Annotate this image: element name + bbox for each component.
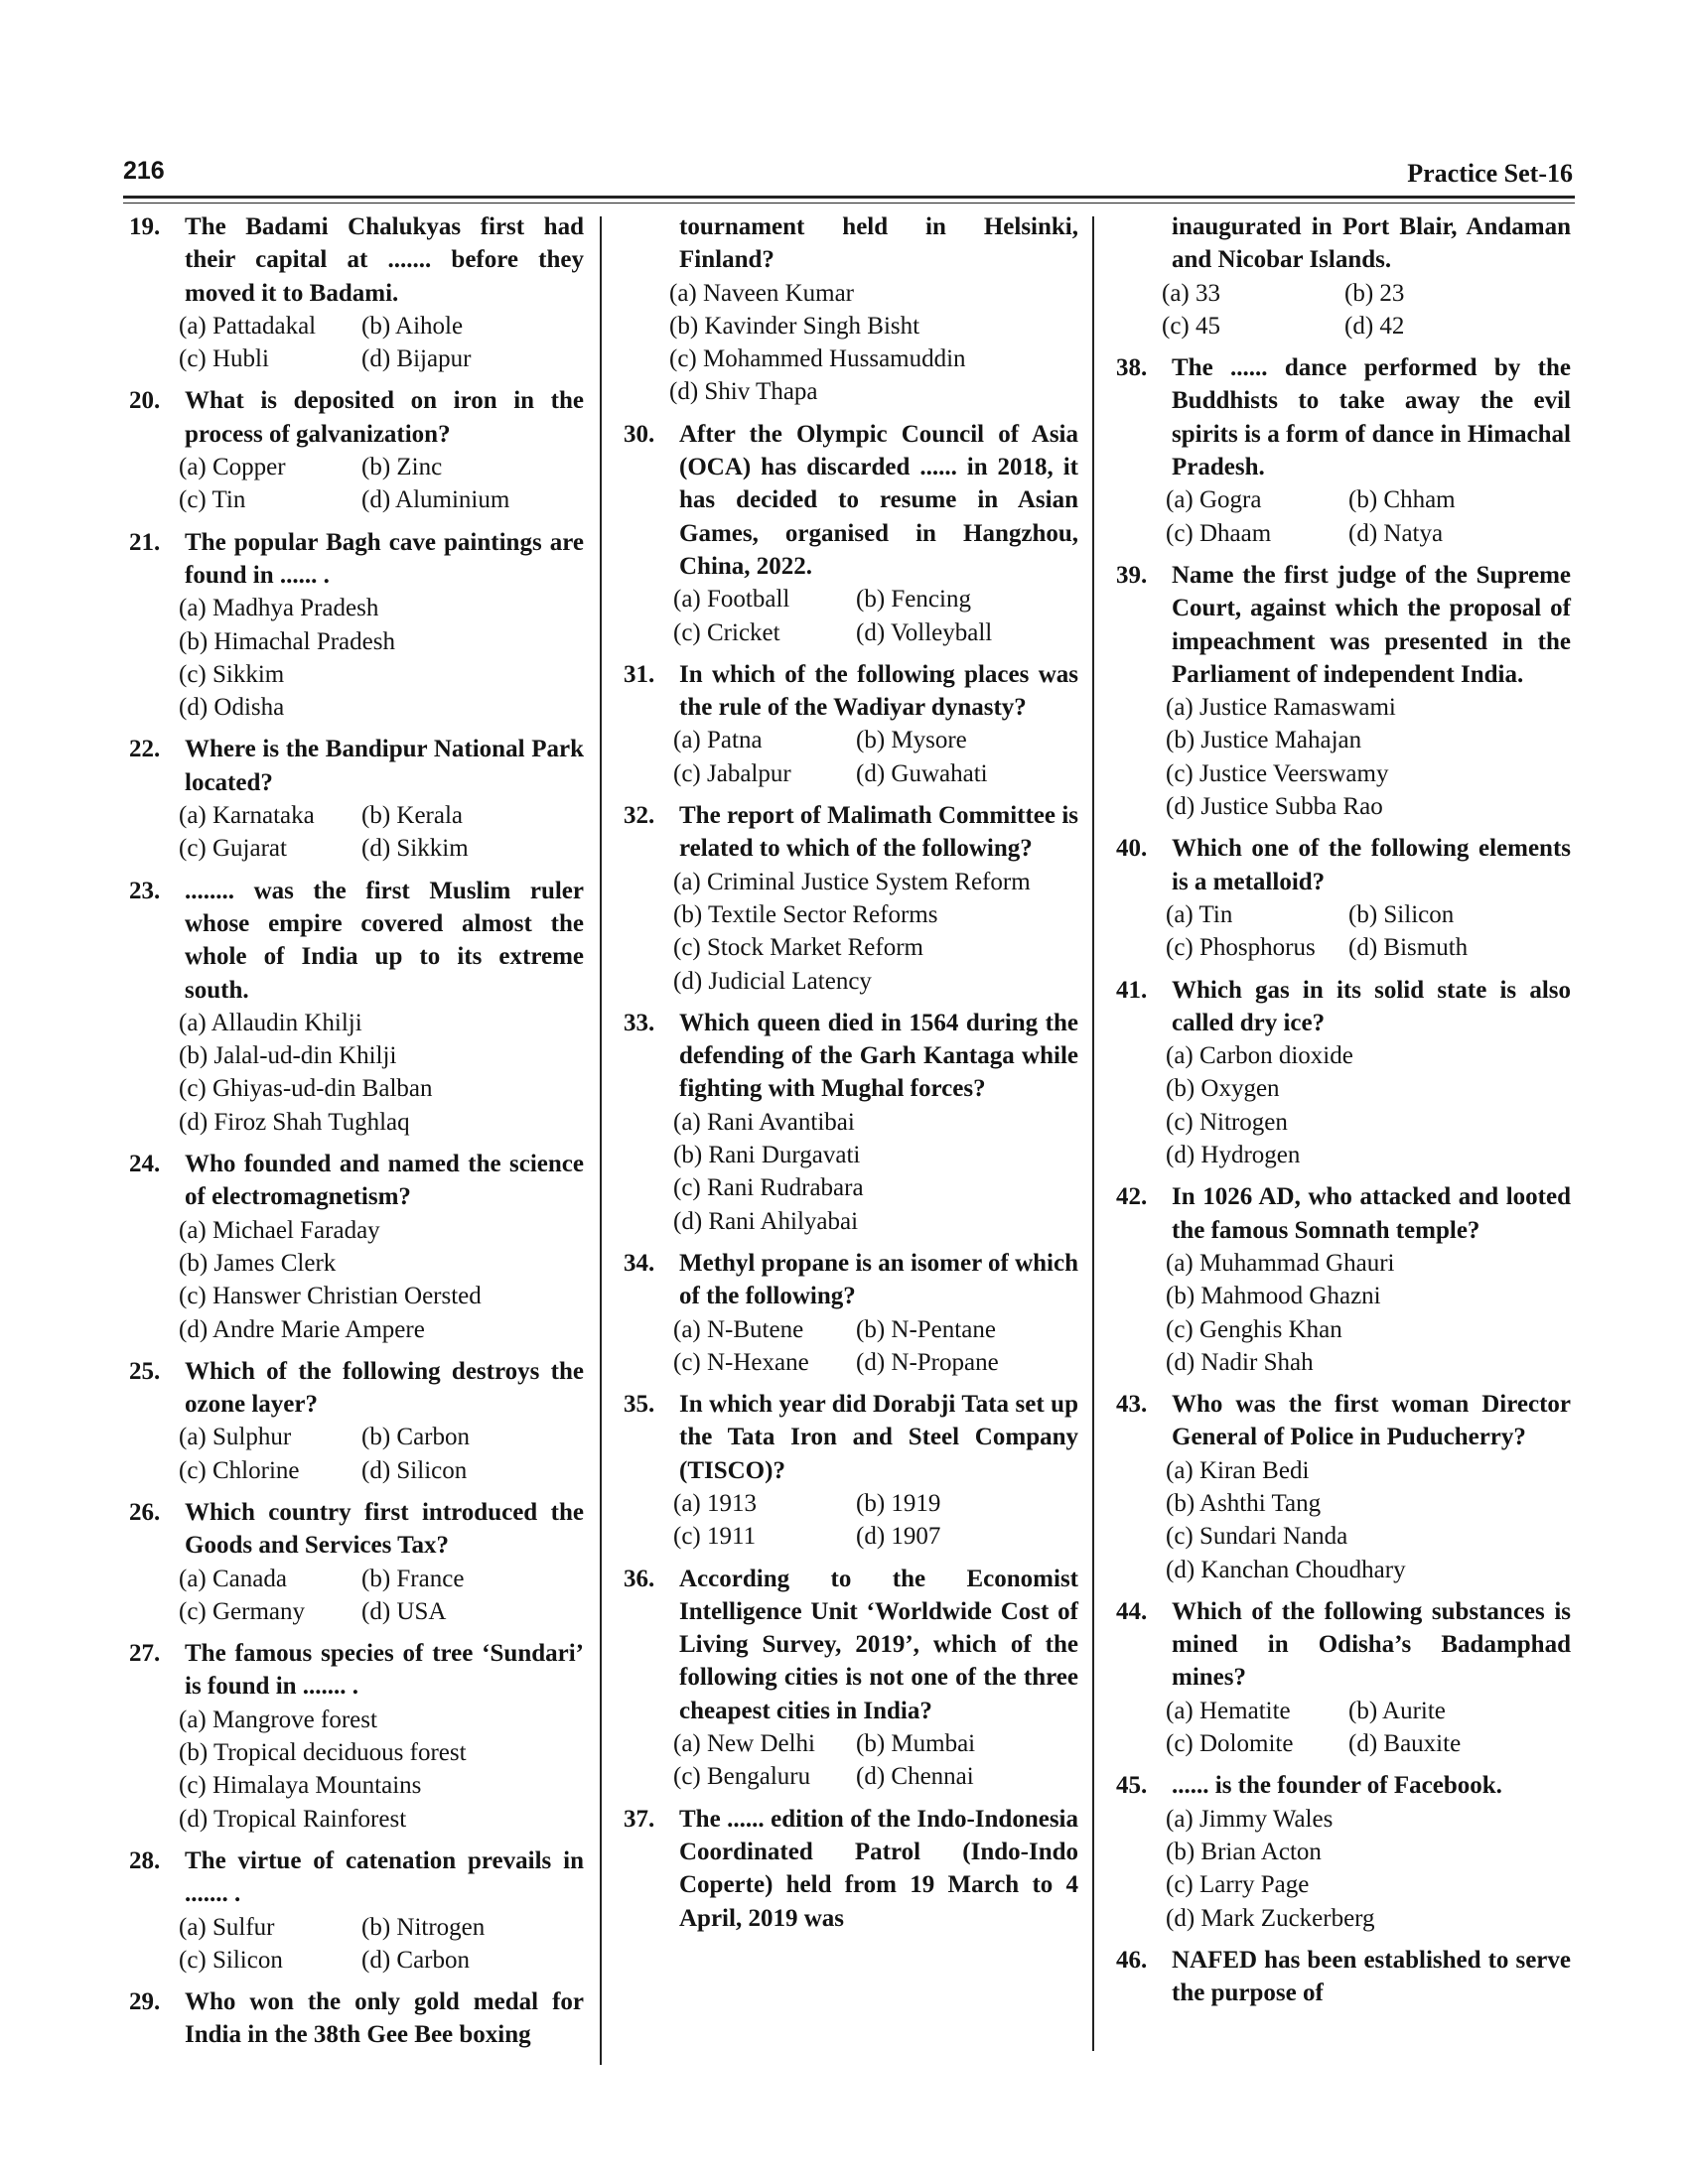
question-number: 39.	[1116, 561, 1148, 589]
question-item	[1116, 559, 1571, 823]
column-1	[129, 210, 584, 2061]
answer-option: (c) Hanswer Christian Oersted	[179, 1283, 482, 1310]
answer-option: (b) Mahmood Ghazni	[1166, 1283, 1381, 1310]
option-row	[179, 1944, 584, 1977]
answer-option: (b) Kavinder Singh Bisht	[669, 312, 920, 340]
question-number: 28.	[129, 1846, 161, 1874]
question-text: Which queen died in 1564 during the defending of the Garh Kantaga while fighting with Mughal forces?	[679, 1009, 1078, 1103]
answer-option: (d) Andre Marie Ampere	[179, 1315, 425, 1343]
question-stem	[1116, 832, 1571, 898]
answer-option: (b) Kerala	[361, 802, 464, 830]
question-continuation	[1116, 210, 1571, 342]
option-row	[1166, 898, 1571, 931]
question-text: The ...... dance performed by the Buddhists to take away the evil spirits is a form of dance in Himachal Pradesh.	[1172, 354, 1571, 481]
question-text: Which one of the following elements is a metalloid?	[1172, 835, 1571, 895]
answer-option: (c) Cricket	[673, 618, 780, 646]
question-stem	[1116, 1388, 1571, 1454]
question-number: 42.	[1116, 1183, 1148, 1211]
question-item	[624, 1007, 1078, 1238]
question-item	[624, 1388, 1078, 1553]
answer-option: (d) Nadir Shah	[1166, 1348, 1314, 1376]
question-text: The virtue of catenation prevails in ....... .	[185, 1846, 584, 1908]
options-block	[624, 1313, 1078, 1380]
answer-option: (b) Silicon	[1348, 900, 1455, 928]
options-block	[1116, 1039, 1571, 1171]
answer-option: (b) Mysore	[856, 727, 967, 754]
answer-option: (a) Gogra	[1166, 486, 1262, 514]
answer-option: (c) Germany	[179, 1597, 306, 1625]
question-number: 24.	[129, 1151, 161, 1178]
question-item	[1116, 351, 1571, 550]
question-text: In which year did Dorabji Tata set up the Tata Iron and Steel Company (TISCO)?	[679, 1391, 1078, 1484]
answer-option: (b) France	[361, 1565, 465, 1592]
running-title: Practice Set-16	[1407, 159, 1573, 188]
question-item	[1116, 832, 1571, 964]
question-stem	[129, 1985, 584, 2052]
options-block	[129, 1007, 584, 1139]
question-text: The Badami Chalukyas first had their capital at ....... before they moved it to Badami.	[185, 213, 584, 307]
answer-option: (d) N-Propane	[856, 1348, 999, 1376]
answer-option: (a) 33	[1162, 279, 1220, 307]
option-row	[673, 1760, 1078, 1793]
answer-option: (c) Genghis Khan	[1166, 1315, 1342, 1343]
answer-option: (b) Carbon	[361, 1424, 470, 1451]
question-item	[129, 1844, 584, 1977]
answer-option: (d) 42	[1344, 312, 1405, 340]
option-row	[673, 1346, 1078, 1379]
answer-option: (b) 1919	[856, 1489, 941, 1517]
answer-option: (a) Muhammad Ghauri	[1166, 1249, 1395, 1277]
option-row	[1166, 1727, 1571, 1760]
question-text: Which of the following substances is mined in Odisha’s Badamphad mines?	[1172, 1597, 1571, 1692]
question-stem	[1116, 1180, 1571, 1247]
answer-option: (d) Natya	[1348, 519, 1444, 547]
option-row	[1162, 277, 1571, 310]
option-row	[673, 1313, 1078, 1346]
answer-option: (b) Mumbai	[856, 1730, 976, 1758]
answer-option: (a) Sulfur	[179, 1913, 275, 1941]
answer-option: (a) Tin	[1166, 900, 1233, 928]
answer-option: (c) Himalaya Mountains	[179, 1772, 422, 1800]
question-number: 19.	[129, 213, 161, 240]
answer-option: (d) Firoz Shah Tughlaq	[179, 1108, 410, 1136]
answer-option: (b) Fencing	[856, 586, 971, 614]
answer-option: (a) Canada	[179, 1565, 287, 1592]
question-number: 20.	[129, 387, 161, 415]
option-row	[179, 451, 584, 483]
option-row	[673, 583, 1078, 615]
question-text: inaugurated in Port Blair, Andaman and Nicobar Islands.	[1172, 213, 1571, 274]
option-row	[1162, 310, 1571, 342]
question-number: 30.	[624, 420, 655, 448]
question-stem	[624, 658, 1078, 725]
question-item	[129, 526, 584, 725]
options-block	[129, 592, 584, 724]
question-stem	[129, 1496, 584, 1563]
answer-option: (b) Chham	[1348, 486, 1456, 514]
question-number: 44.	[1116, 1597, 1148, 1625]
answer-option: (b) Aihole	[361, 312, 464, 340]
question-text: In 1026 AD, who attacked and looted the famous Somnath temple?	[1172, 1183, 1571, 1244]
question-text: Methyl propane is an isomer of which of the following?	[679, 1249, 1078, 1310]
question-text: According to the Economist Intelligence Unit ‘Worldwide Cost of Living Survey, 2019’, which of the following cities is not one of the three cheapest cities in India?	[679, 1565, 1078, 1724]
options-block	[624, 1727, 1078, 1794]
column-divider	[1092, 216, 1094, 2051]
option-row	[1166, 931, 1571, 964]
question-number: 43.	[1116, 1391, 1148, 1419]
question-item	[129, 1985, 584, 2052]
question-number: 45.	[1116, 1772, 1148, 1800]
option-row	[673, 1487, 1078, 1520]
options-block	[129, 799, 584, 866]
options-block	[624, 1487, 1078, 1554]
question-stem	[129, 1637, 584, 1704]
answer-option: (d) Tropical Rainforest	[179, 1805, 407, 1833]
question-text: Who won the only gold medal for India in the 38th Gee Bee boxing	[185, 1988, 584, 2049]
question-text: After the Olympic Council of Asia (OCA) has discarded ...... in 2018, it has decided to resume in Asian Games, organised in Hangzhou, China, 2022.	[679, 420, 1078, 580]
question-text: What is deposited on iron in the process of galvanization?	[185, 387, 584, 448]
answer-option: (a) Jimmy Wales	[1166, 1805, 1334, 1833]
answer-option: (d) Guwahati	[856, 759, 988, 787]
answer-option: (c) Hubli	[179, 345, 269, 373]
question-text: The famous species of tree ‘Sundari’ is found in ....... .	[185, 1640, 584, 1701]
answer-option: (b) Jalal-ud-din Khilji	[179, 1042, 397, 1070]
answer-option: (c) Sundari Nanda	[1166, 1523, 1348, 1551]
answer-option: (c) Phosphorus	[1166, 934, 1316, 962]
question-item	[129, 384, 584, 516]
answer-option: (d) Mark Zuckerberg	[1166, 1904, 1375, 1932]
answer-option: (a) Patna	[673, 727, 763, 754]
answer-option: (d) Sikkim	[361, 835, 469, 863]
answer-option: (c) Rani Rudrabara	[673, 1174, 864, 1202]
question-text: In which of the following places was the rule of the Wadiyar dynasty?	[679, 660, 1078, 722]
question-stem	[1116, 1944, 1571, 2010]
answer-option: (b) James Clerk	[179, 1249, 337, 1277]
answer-option: (c) Larry Page	[1166, 1871, 1310, 1899]
answer-option: (c) Sikkim	[179, 660, 285, 688]
question-item	[129, 210, 584, 375]
options-block	[624, 583, 1078, 649]
question-item	[129, 1148, 584, 1346]
question-stem	[129, 875, 584, 1007]
question-number: 25.	[129, 1357, 161, 1385]
answer-option: (b) N-Pentane	[856, 1315, 996, 1343]
question-number: 29.	[129, 1988, 161, 2016]
question-stem	[624, 1803, 1078, 1935]
question-number: 32.	[624, 802, 655, 830]
answer-option: (c) Silicon	[179, 1946, 283, 1974]
question-stem	[624, 799, 1078, 866]
answer-option: (a) Hematite	[1166, 1697, 1291, 1724]
options-block	[1116, 1247, 1571, 1379]
answer-option: (d) Rani Ahilyabai	[673, 1207, 859, 1235]
answer-option: (b) Brian Acton	[1166, 1838, 1322, 1865]
answer-option: (d) Bauxite	[1348, 1730, 1462, 1758]
question-stem	[129, 1355, 584, 1422]
answer-option: (d) Justice Subba Rao	[1166, 793, 1383, 821]
question-item	[624, 418, 1078, 649]
answer-option: (c) Justice Veerswamy	[1166, 759, 1389, 787]
answer-option: (b) Textile Sector Reforms	[673, 900, 938, 928]
question-number: 41.	[1116, 976, 1148, 1004]
answer-option: (d) Silicon	[361, 1456, 468, 1484]
question-number: 33.	[624, 1009, 655, 1036]
answer-option: (d) Volleyball	[856, 618, 993, 646]
option-row	[179, 1454, 584, 1487]
option-row	[673, 724, 1078, 756]
answer-option: (c) Ghiyas-ud-din Balban	[179, 1075, 433, 1103]
options-block	[1116, 1695, 1571, 1761]
question-text: ...... is the founder of Facebook.	[1172, 1772, 1502, 1800]
option-row	[179, 483, 584, 516]
answer-option: (a) Kiran Bedi	[1166, 1456, 1310, 1484]
answer-option: (c) Bengaluru	[673, 1763, 811, 1791]
question-number: 27.	[129, 1640, 161, 1668]
answer-option: (d) Hydrogen	[1166, 1142, 1301, 1169]
question-number: 23.	[129, 877, 161, 904]
answer-option: (d) Odisha	[179, 694, 285, 722]
answer-option: (d) Bijapur	[361, 345, 472, 373]
answer-option: (c) Chlorine	[179, 1456, 300, 1484]
question-item	[129, 1355, 584, 1487]
options-block	[129, 1563, 584, 1629]
options-block	[1116, 1803, 1571, 1935]
question-number: 31.	[624, 660, 655, 688]
answer-option: (a) Carbon dioxide	[1166, 1042, 1353, 1070]
question-stem	[129, 526, 584, 593]
question-item	[1116, 1769, 1571, 1934]
question-item	[1116, 1595, 1571, 1760]
answer-option: (a) Rani Avantibai	[673, 1108, 855, 1136]
answer-option: (c) Tin	[179, 486, 246, 514]
question-stem	[1116, 559, 1571, 691]
options-block	[1116, 483, 1571, 550]
options-block	[129, 1421, 584, 1487]
question-item	[1116, 1180, 1571, 1379]
answer-option: (d) Judicial Latency	[673, 967, 872, 995]
page-number: 216	[123, 157, 165, 185]
question-stem	[1116, 1769, 1571, 1802]
answer-option: (c) 1911	[673, 1523, 757, 1551]
answer-option: (a) N-Butene	[673, 1315, 804, 1343]
answer-option: (a) New Delhi	[673, 1730, 815, 1758]
question-number: 35.	[624, 1391, 655, 1419]
question-item	[129, 1637, 584, 1836]
question-item	[624, 1563, 1078, 1794]
answer-option: (a) Naveen Kumar	[669, 279, 855, 307]
question-item	[624, 799, 1078, 998]
answer-option: (d) Aluminium	[361, 486, 510, 514]
option-row	[1166, 1695, 1571, 1727]
question-number: 46.	[1116, 1946, 1148, 1974]
question-stem	[129, 210, 584, 310]
question-text: The ...... edition of the Indo-Indonesia Coordinated Patrol (Indo-Indo Coperte) held from 19 March to 4 April, 2019 was	[679, 1805, 1078, 1932]
answer-option: (a) Allaudin Khilji	[179, 1009, 362, 1036]
question-number: 37.	[624, 1805, 655, 1833]
answer-option: (a) Football	[673, 586, 790, 614]
question-stem	[624, 1563, 1078, 1727]
question-item	[129, 1496, 584, 1628]
answer-option: (c) Mohammed Hussamuddin	[669, 345, 966, 373]
options-block	[624, 1106, 1078, 1238]
question-text: Name the first judge of the Supreme Court, against which the proposal of impeachment was presented in the Parliament of independent India.	[1172, 561, 1571, 688]
answer-option: (b) Nitrogen	[361, 1913, 486, 1941]
question-text: Which of the following destroys the ozone layer?	[185, 1357, 584, 1419]
question-text: Who founded and named the science of electromagnetism?	[185, 1151, 584, 1211]
column-2	[624, 210, 1078, 1944]
options-block	[129, 451, 584, 517]
question-item	[1116, 974, 1571, 1172]
answer-option: (b) 23	[1344, 279, 1405, 307]
options-block	[129, 310, 584, 376]
option-row	[179, 1595, 584, 1628]
option-row	[1166, 517, 1571, 550]
question-text: The report of Malimath Committee is related to which of the following?	[679, 802, 1078, 863]
options-block	[1116, 898, 1571, 965]
question-number: 26.	[129, 1498, 161, 1526]
options-block	[1116, 1454, 1571, 1586]
answer-option: (a) Mangrove forest	[179, 1706, 377, 1733]
answer-option: (b) Himachal Pradesh	[179, 627, 395, 655]
answer-option: (a) Pattadakal	[179, 312, 317, 340]
question-text: ........ was the first Muslim ruler whose empire covered almost the whole of India up to its extreme south.	[185, 877, 584, 1004]
answer-option: (c) Jabalpur	[673, 759, 791, 787]
answer-option: (b) Aurite	[1348, 1697, 1446, 1724]
options-block	[624, 277, 1078, 409]
question-item	[1116, 1388, 1571, 1586]
column-3	[1116, 210, 1571, 2018]
question-text: The popular Bagh cave paintings are found in ...... .	[185, 528, 584, 589]
answer-option: (c) 45	[1162, 312, 1220, 340]
question-text: Who was the first woman Director General of Police in Puducherry?	[1172, 1391, 1571, 1451]
answer-option: (d) Bismuth	[1348, 934, 1469, 962]
question-number: 22.	[129, 736, 161, 763]
options-block	[624, 866, 1078, 998]
options-block	[1116, 691, 1571, 823]
question-stem	[1116, 974, 1571, 1040]
question-text: Which country first introduced the Goods and Services Tax?	[185, 1498, 584, 1560]
answer-option: (a) Sulphur	[179, 1424, 292, 1451]
header-rule-thin	[123, 203, 1575, 204]
question-number: 40.	[1116, 835, 1148, 863]
question-item	[624, 658, 1078, 790]
answer-option: (c) Stock Market Reform	[673, 934, 924, 962]
question-stem	[1116, 351, 1571, 483]
answer-option: (c) N-Hexane	[673, 1348, 809, 1376]
answer-option: (b) Ashthi Tang	[1166, 1489, 1322, 1517]
answer-option: (d) Shiv Thapa	[669, 378, 818, 406]
question-stem	[129, 733, 584, 799]
question-stem	[624, 1388, 1078, 1487]
column-divider	[600, 216, 602, 2065]
answer-option: (b) Tropical deciduous forest	[179, 1739, 467, 1767]
option-row	[673, 1520, 1078, 1553]
answer-option: (a) Madhya Pradesh	[179, 595, 379, 622]
question-item	[129, 733, 584, 865]
option-row	[179, 310, 584, 342]
question-number: 34.	[624, 1249, 655, 1277]
answer-option: (b) Rani Durgavati	[673, 1142, 861, 1169]
answer-option: (c) Dhaam	[1166, 519, 1272, 547]
answer-option: (b) Oxygen	[1166, 1075, 1280, 1103]
question-number: 38.	[1116, 354, 1148, 382]
question-number: 21.	[129, 528, 161, 556]
question-item	[129, 875, 584, 1139]
question-text: Which gas in its solid state is also called dry ice?	[1172, 976, 1571, 1036]
option-row	[179, 832, 584, 865]
options-block	[129, 1214, 584, 1346]
answer-option: (d) Kanchan Choudhary	[1166, 1556, 1406, 1583]
question-continuation	[624, 210, 1078, 409]
option-row	[179, 1911, 584, 1944]
question-stem	[624, 1247, 1078, 1313]
question-item	[624, 1247, 1078, 1379]
question-stem	[624, 418, 1078, 583]
options-block	[624, 724, 1078, 790]
option-row	[179, 799, 584, 832]
question-item	[1116, 1944, 1571, 2010]
option-row	[673, 1727, 1078, 1760]
answer-option: (a) Justice Ramaswami	[1166, 694, 1396, 722]
answer-option: (a) Criminal Justice System Reform	[673, 868, 1031, 895]
question-text: tournament held in Helsinki, Finland?	[679, 213, 1078, 274]
answer-option: (a) Karnataka	[179, 802, 315, 830]
header-rule-thick	[123, 196, 1575, 199]
answer-option: (c) Gujarat	[179, 835, 287, 863]
question-stem	[129, 1844, 584, 1911]
option-row	[1166, 483, 1571, 516]
question-stem	[624, 1007, 1078, 1106]
option-row	[673, 757, 1078, 790]
answer-option: (b) Justice Mahajan	[1166, 727, 1362, 754]
answer-option: (c) Nitrogen	[1166, 1108, 1288, 1136]
question-text: NAFED has been established to serve the purpose of	[1172, 1946, 1571, 2007]
options-block	[129, 1911, 584, 1978]
answer-option: (a) Copper	[179, 454, 286, 481]
answer-option: (d) USA	[361, 1597, 447, 1625]
answer-option: (d) Chennai	[856, 1763, 974, 1791]
options-block	[129, 1704, 584, 1836]
option-row	[179, 1421, 584, 1453]
answer-option: (c) Dolomite	[1166, 1730, 1294, 1758]
answer-option: (d) 1907	[856, 1523, 941, 1551]
question-stem	[1116, 1595, 1571, 1695]
question-stem	[129, 1148, 584, 1214]
options-block	[1116, 277, 1571, 343]
option-row	[179, 342, 584, 375]
answer-option: (d) Carbon	[361, 1946, 470, 1974]
option-row	[179, 1563, 584, 1595]
question-item	[624, 1803, 1078, 1935]
question-number: 36.	[624, 1565, 655, 1592]
answer-option: (a) 1913	[673, 1489, 757, 1517]
option-row	[673, 616, 1078, 649]
answer-option: (b) Zinc	[361, 454, 443, 481]
question-stem	[129, 384, 584, 451]
question-text: Where is the Bandipur National Park located?	[185, 736, 584, 796]
answer-option: (a) Michael Faraday	[179, 1216, 380, 1244]
